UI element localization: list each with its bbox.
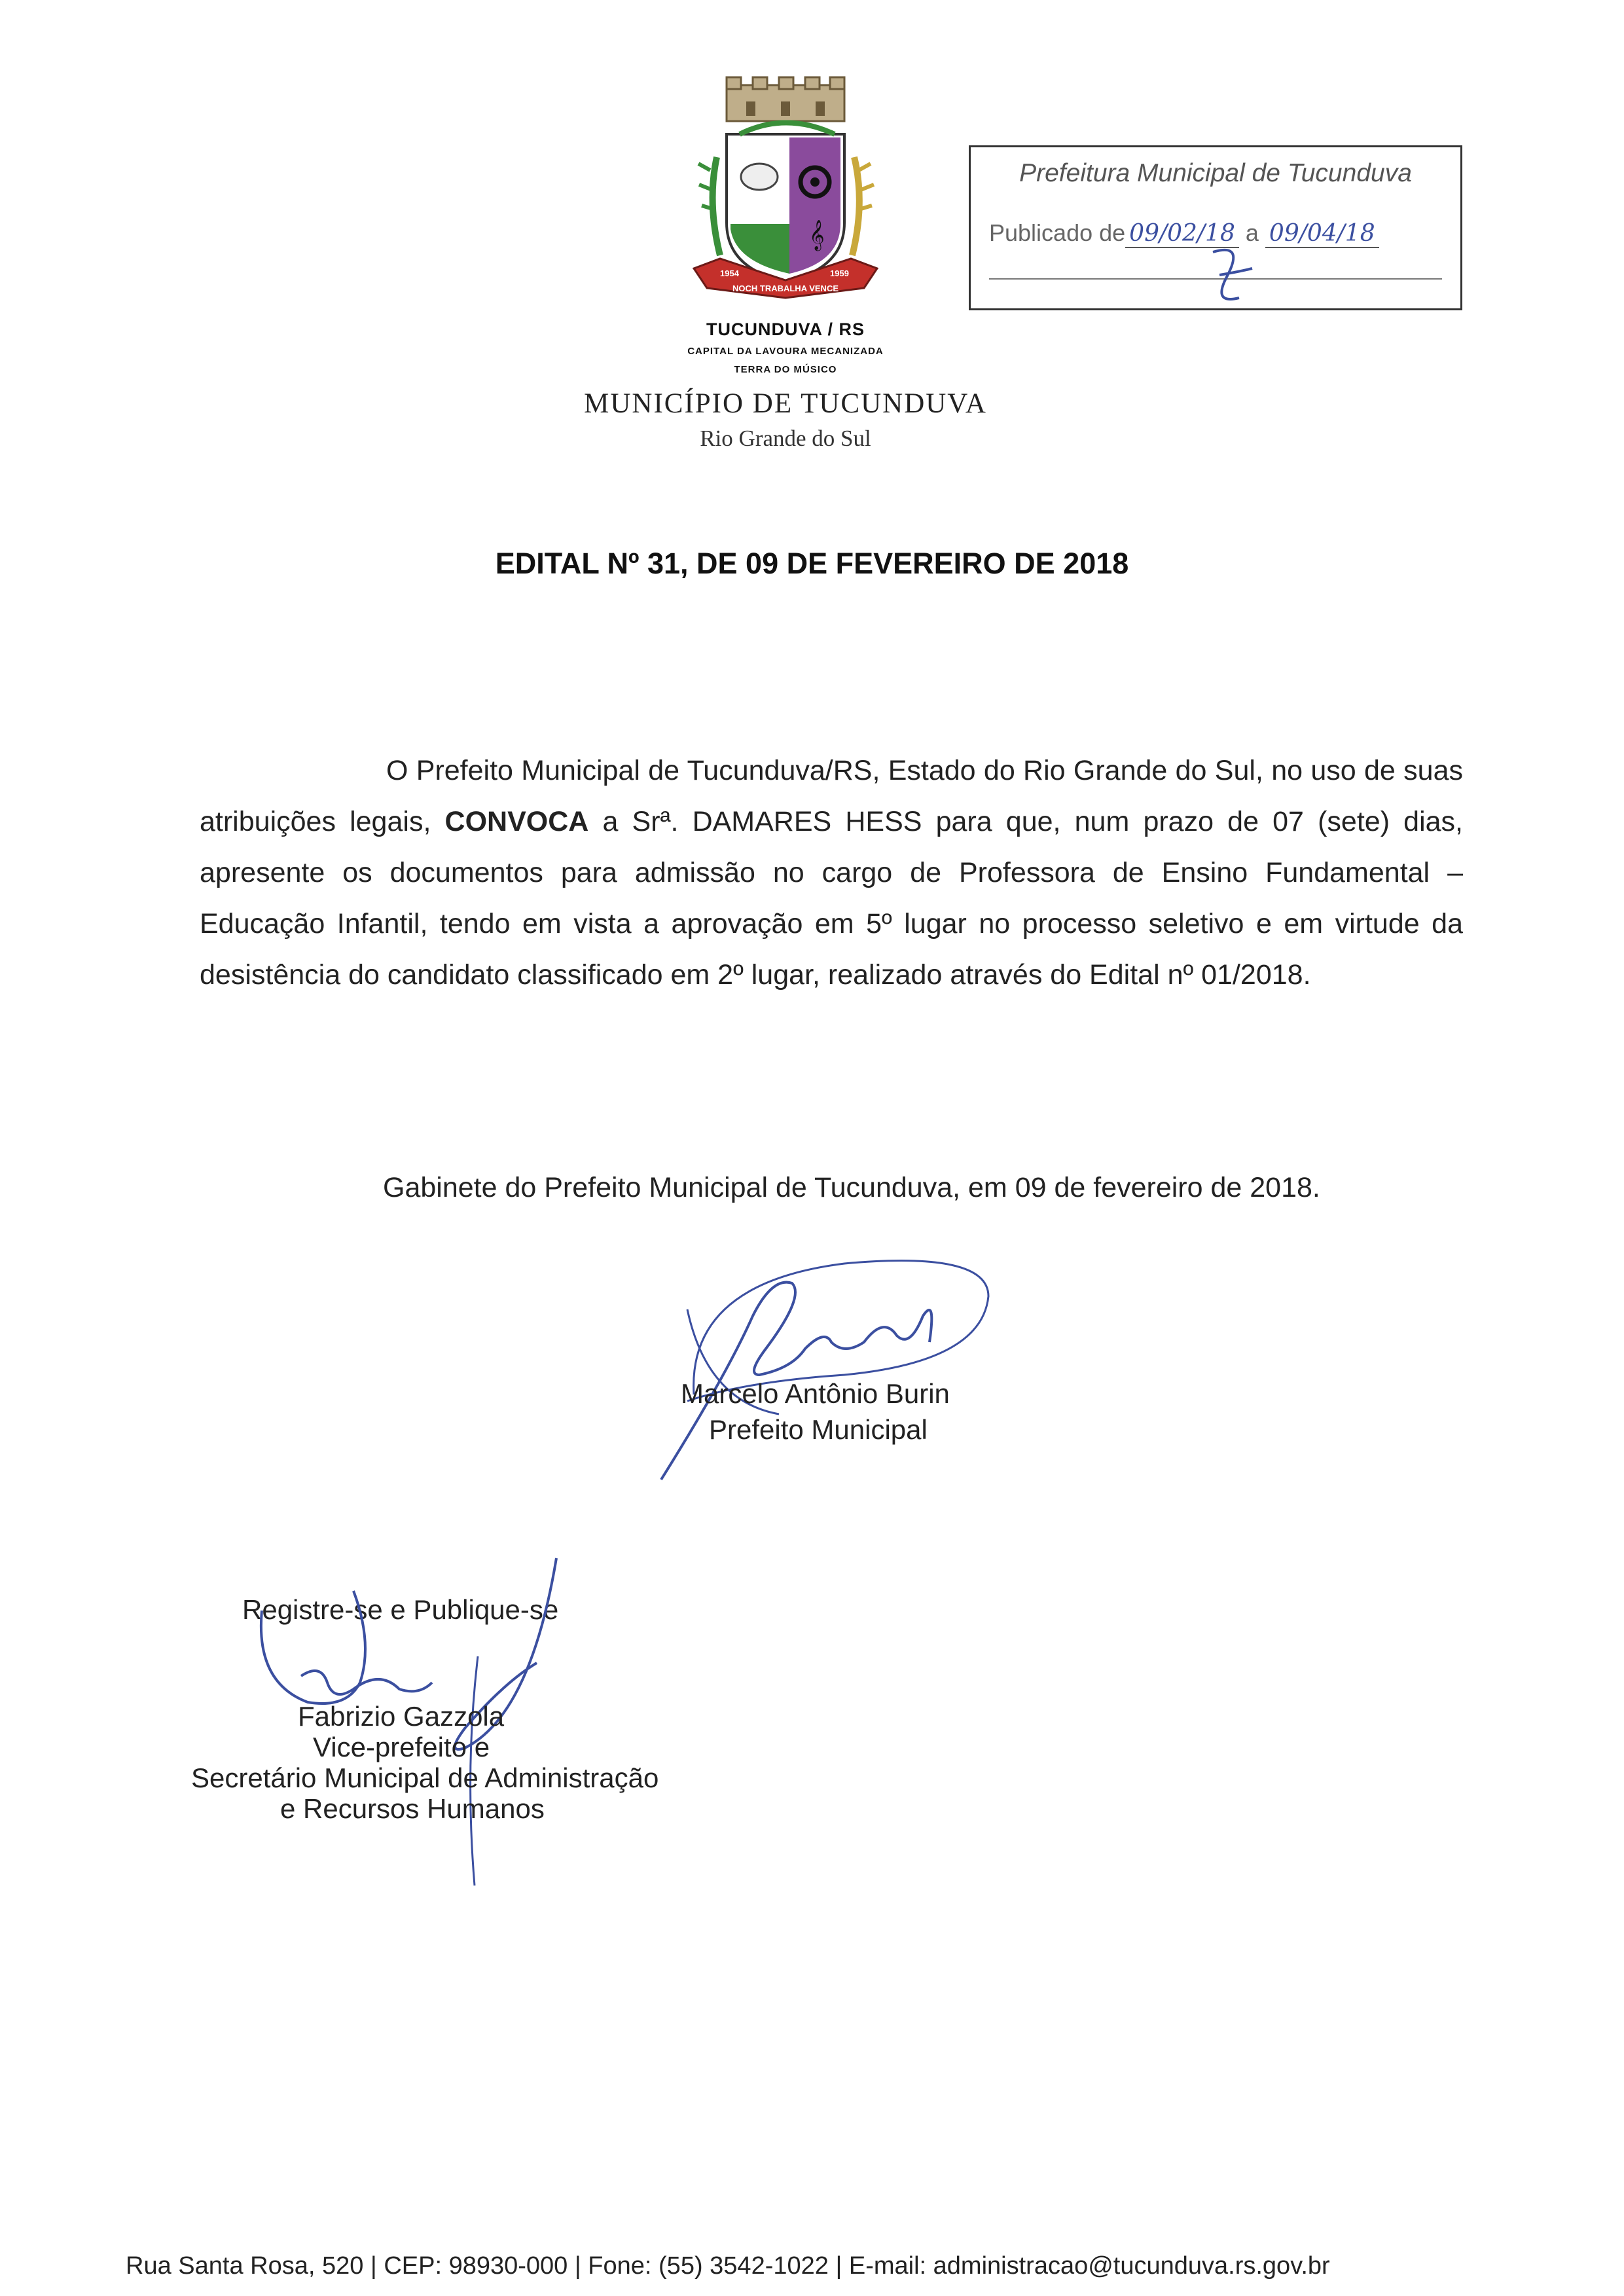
city-line: TUCUNDUVA / RS bbox=[706, 319, 865, 339]
document-body bbox=[200, 745, 1463, 1000]
state-name: Rio Grande do Sul bbox=[700, 426, 871, 451]
svg-text:𝄞: 𝄞 bbox=[809, 220, 825, 250]
publication-stamp bbox=[969, 145, 1462, 310]
vice-mayor-name: Fabrizio Gazzola bbox=[298, 1701, 505, 1732]
vice-mayor-secretary-hr: e Recursos Humanos bbox=[280, 1793, 545, 1824]
vice-mayor-role: Vice-prefeito e bbox=[313, 1732, 490, 1762]
vice-mayor-secretary: Secretário Municipal de Administração bbox=[191, 1762, 659, 1793]
stamp-published-label: Publicado de bbox=[989, 219, 1126, 246]
mayor-signature bbox=[648, 1244, 1001, 1493]
municipality-name: MUNICÍPIO DE TUCUNDUVA bbox=[584, 388, 987, 419]
crest-year-right: 1959 bbox=[830, 268, 849, 278]
stamp-title: Prefeitura Municipal de Tucunduva bbox=[1019, 159, 1412, 187]
slogan-line-2: TERRA DO MÚSICO bbox=[734, 364, 837, 375]
closing-line: Gabinete do Prefeito Municipal de Tucunduva, em 09 de fevereiro de 2018. bbox=[383, 1172, 1320, 1203]
stamp-published bbox=[989, 219, 1379, 247]
registration-text: Registre-se e Publique-se bbox=[242, 1594, 559, 1625]
footer-contact: Rua Santa Rosa, 520 | CEP: 98930-000 | Fone: (55) 3542-1022 | E-mail: administracao@tucunduva.rs.gov.br bbox=[126, 2252, 1330, 2280]
body-bold-convoca: CONVOCA bbox=[444, 806, 589, 837]
stamp-to-date: 09/04/18 bbox=[1265, 220, 1379, 248]
slogan-line-1: CAPITAL DA LAVOURA MECANIZADA bbox=[687, 346, 884, 357]
body-part-2: a Srª. DAMARES HESS para que, num prazo de 07 (sete) dias, apresente os documentos para admissão no cargo de Professora de Ensino Fundamental – Educação Infantil, tendo em vista a aprovação em 5º lugar no processo seletivo e em virtude da desistência do candidato classificado em 2º lugar, realizado através do Edital nº 01/2018. bbox=[200, 806, 1463, 991]
crest-banner-text: NOCH TRABALHA VENCE bbox=[732, 283, 839, 293]
mayor-role: Prefeito Municipal bbox=[709, 1414, 928, 1445]
stamp-from-date: 09/02/18 bbox=[1125, 220, 1239, 248]
crest-year-left: 1954 bbox=[720, 268, 739, 278]
body-part-1: O Prefeito Municipal de Tucunduva/RS, Estado do Rio Grande do Sul, no uso de suas atribuições legais, bbox=[200, 755, 1463, 837]
stamp-initial-signature bbox=[1206, 239, 1259, 318]
document-title: EDITAL Nº 31, DE 09 DE FEVEREIRO DE 2018 bbox=[495, 547, 1129, 580]
mayor-name: Marcelo Antônio Burin bbox=[681, 1378, 950, 1409]
municipal-crest-icon bbox=[681, 72, 890, 301]
stamp-connector: a bbox=[1245, 219, 1259, 246]
